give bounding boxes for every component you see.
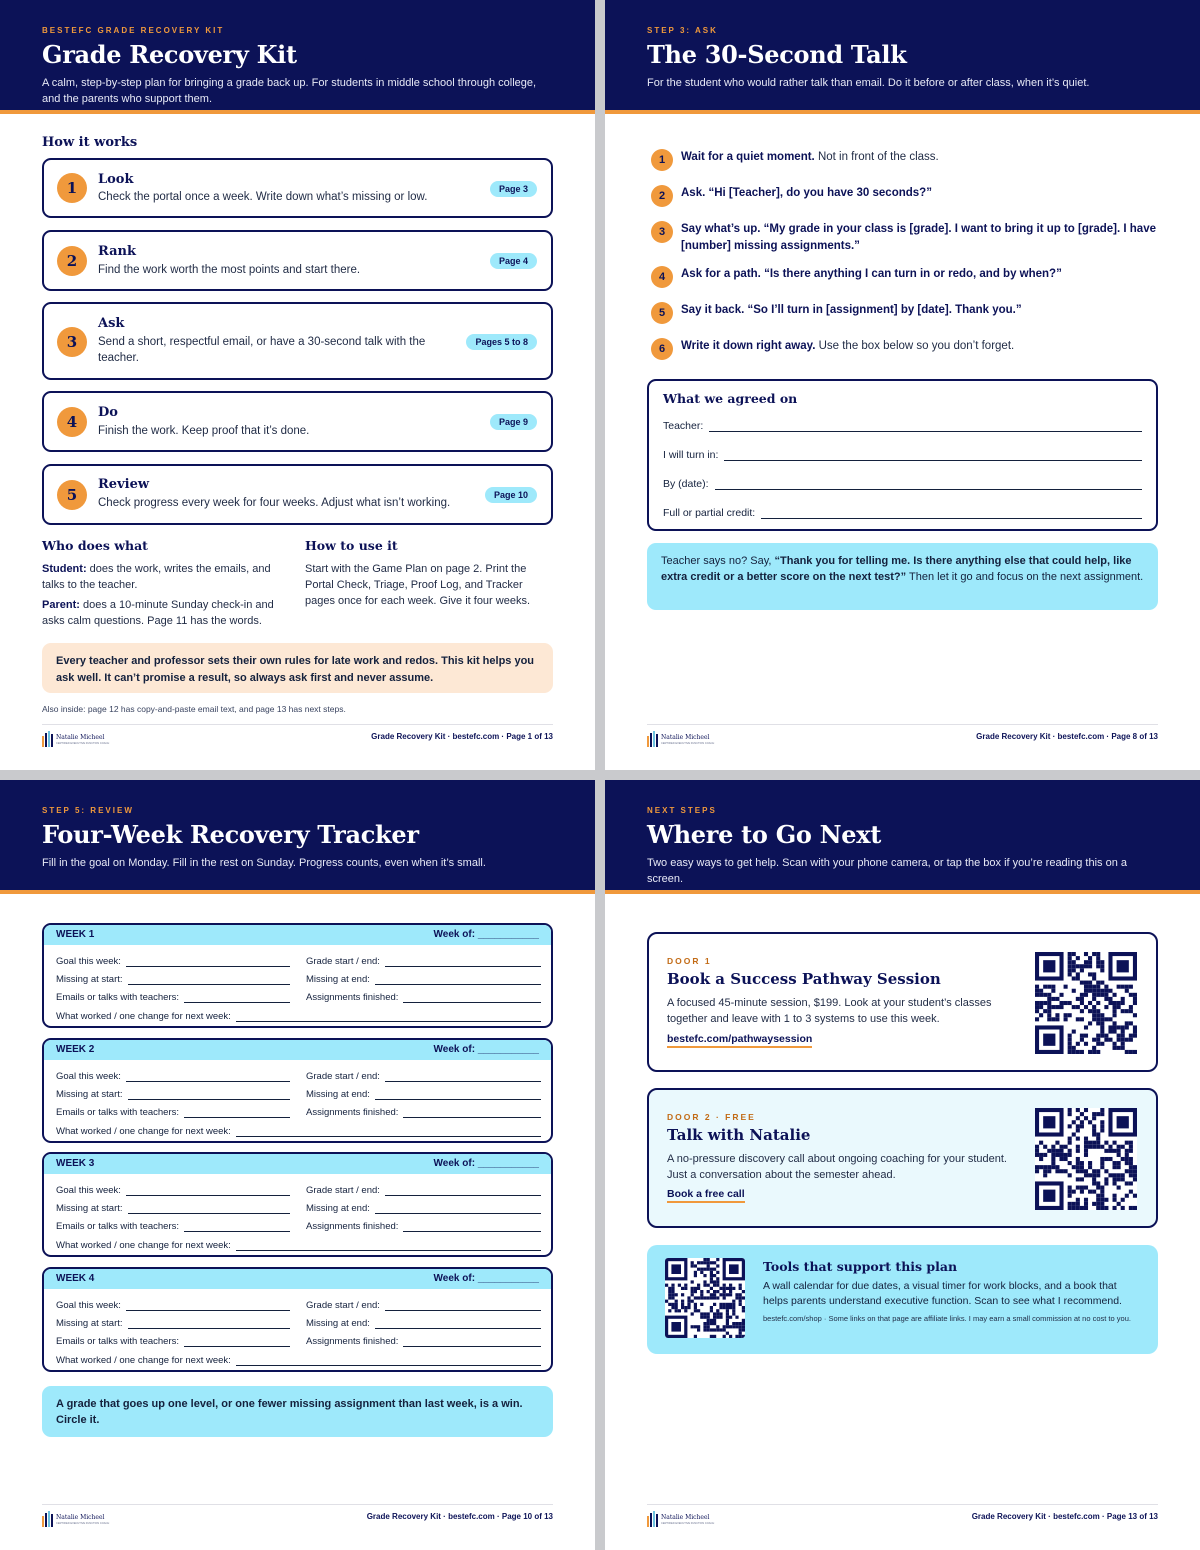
step-description: Finish the work. Keep proof that it’s done. — [98, 425, 310, 437]
svg-text:CERTIFIED EXECUTIVE FUNCTION C: CERTIFIED EXECUTIVE FUNCTION COACH — [56, 742, 110, 745]
parent-label: Parent: — [42, 599, 80, 611]
page-header — [605, 0, 1200, 114]
door-title: Talk with Natalie — [667, 1126, 811, 1144]
talk-step-number: 3 — [651, 221, 673, 243]
talk-step-text: Ask. “Hi [Teacher], do you have 30 seconds?” — [681, 187, 932, 199]
step-name: Review — [98, 477, 150, 492]
week-title: WEEK 1 — [56, 929, 95, 940]
page-header — [0, 780, 595, 894]
step-card-look[interactable] — [42, 158, 553, 218]
svg-text:Natalie Micheel: Natalie Micheel — [56, 734, 105, 741]
finished-field[interactable]: Assignments finished: — [306, 1218, 541, 1232]
student-text: does the work, writes the emails, and talks to the teacher. — [42, 563, 271, 591]
page-pill[interactable]: Page 10 — [485, 487, 537, 503]
svg-text:CERTIFIED EXECUTIVE FUNCTION C: CERTIFIED EXECUTIVE FUNCTION COACH — [661, 742, 715, 745]
how-to-use-text: Start with the Game Plan on page 2. Print the Portal Check, Triage, Proof Log, and Tracker pages once for each week. Give it four weeks. — [305, 563, 531, 607]
talk-step — [651, 185, 1161, 209]
parent-role — [42, 597, 282, 629]
door-title: Book a Success Pathway Session — [667, 970, 941, 988]
finished-field[interactable]: Assignments finished: — [306, 989, 541, 1003]
missing-start-field[interactable]: Missing at start: — [56, 971, 290, 985]
missing-end-field[interactable]: Missing at end: — [306, 1086, 541, 1100]
finished-field[interactable]: Assignments finished: — [306, 1333, 541, 1347]
door-description: A focused 45-minute session, $199. Look at your student’s classes together and leave with 1 to 3 systems to use this week. — [667, 997, 992, 1025]
week-of[interactable]: Week of: ___________ — [433, 1158, 539, 1169]
parent-text: does a 10-minute Sunday check-in and asks calm questions. Page 11 has the words. — [42, 599, 274, 627]
week-block — [42, 1267, 553, 1372]
talk-step — [651, 338, 1161, 362]
week-header — [44, 1154, 551, 1174]
footer-text: Grade Recovery Kit · bestefc.com · Page 10 of 13 — [366, 1512, 553, 1521]
tools-card[interactable] — [647, 1245, 1158, 1354]
step-name: Ask — [98, 316, 125, 331]
who-does-what-title: Who does what — [42, 538, 148, 553]
week-of[interactable]: Week of: ___________ — [433, 1273, 539, 1284]
footer-text: Grade Recovery Kit · bestefc.com · Page 13 of 13 — [971, 1512, 1158, 1521]
tools-description: A wall calendar for due dates, a visual timer for work blocks, and a book that helps parents understand executive function. Scan to see what I recommend. — [763, 1280, 1122, 1307]
how-it-works-title: How it works — [42, 135, 138, 150]
talk-step — [651, 302, 1161, 326]
natalie-micheel-logo — [42, 731, 132, 747]
agreement-field-teacher[interactable]: Teacher: — [663, 414, 1142, 432]
week-block — [42, 1038, 553, 1143]
teacher-says-no-note: Teacher says no? Say, “Thank you for telling me. Is there anything else that could help, like extra credit or a better score on the next test?” Then let it go and focus on the next assignment. — [647, 543, 1158, 610]
page-8 — [605, 0, 1200, 770]
eyebrow: BESTEFC GRADE RECOVERY KIT — [42, 26, 225, 35]
door-1-card[interactable] — [647, 932, 1158, 1072]
page-13 — [605, 780, 1200, 1550]
step-description: Find the work worth the most points and start there. — [98, 264, 361, 276]
missing-end-field[interactable]: Missing at end: — [306, 1315, 541, 1329]
talk-step-text: Say it back. “So I’ll turn in [assignment] by [date]. Thank you.” — [681, 304, 1022, 316]
talk-step-text: Write it down right away. Use the box below so you don’t forget. — [681, 340, 1015, 352]
page-footer — [647, 724, 1158, 748]
emails-field[interactable]: Emails or talks with teachers: — [56, 989, 290, 1003]
page-title: The 30-Second Talk — [647, 40, 907, 69]
svg-text:CERTIFIED EXECUTIVE FUNCTION C: CERTIFIED EXECUTIVE FUNCTION COACH — [56, 1522, 110, 1525]
page-footer — [42, 1504, 553, 1528]
page-subtitle: For the student who would rather talk than email. Do it before or after class, when it’s quiet. — [647, 77, 1090, 89]
page-pill[interactable]: Pages 5 to 8 — [466, 334, 537, 350]
qr-code-icon[interactable] — [665, 1258, 745, 1338]
missing-end-field[interactable]: Missing at end: — [306, 1200, 541, 1214]
talk-step — [651, 221, 1161, 257]
agreement-box — [647, 379, 1158, 531]
eyebrow: NEXT STEPS — [647, 806, 717, 815]
step-description: Send a short, respectful email, or have a 30-second talk with the teacher. — [98, 336, 426, 364]
step-description: Check progress every week for four weeks. Adjust what isn’t working. — [98, 497, 451, 509]
what-worked-field[interactable]: What worked / one change for next week: — [56, 1008, 541, 1022]
page-footer — [42, 724, 553, 748]
agreement-field-date[interactable]: By (date): — [663, 472, 1142, 490]
also-inside-text: Also inside: page 12 has copy-and-paste email text, and page 13 has next steps. — [42, 704, 346, 714]
week-title: WEEK 2 — [56, 1044, 95, 1055]
how-to-use — [305, 538, 555, 609]
step-name: Do — [98, 405, 118, 420]
svg-text:Natalie Micheel: Natalie Micheel — [56, 1514, 105, 1521]
page-header — [605, 780, 1200, 894]
door-eyebrow: DOOR 2 · FREE — [667, 1112, 756, 1122]
natalie-micheel-logo — [42, 1511, 132, 1527]
natalie-micheel-logo — [647, 731, 737, 747]
talk-step — [651, 149, 1161, 173]
week-block — [42, 1152, 553, 1257]
talk-step-number: 1 — [651, 149, 673, 171]
disclaimer-note: Every teacher and professor sets their own rules for late work and redos. This kit helps you ask well. It can’t promise a result, so always ask first and never assume. — [42, 643, 553, 693]
talk-step-number: 5 — [651, 302, 673, 324]
week-header — [44, 925, 551, 945]
door-description: A no-pressure discovery call about ongoing coaching for your student. Just a conversation about the semester ahead. — [667, 1153, 1007, 1181]
emails-field[interactable]: Emails or talks with teachers: — [56, 1104, 290, 1118]
talk-step-number: 6 — [651, 338, 673, 360]
natalie-micheel-logo — [647, 1511, 737, 1527]
student-label: Student: — [42, 563, 87, 575]
step-card-ask[interactable] — [42, 302, 553, 380]
step-card-review[interactable] — [42, 464, 553, 525]
step-number: 4 — [57, 407, 87, 437]
qr-code-icon[interactable] — [1035, 1108, 1137, 1210]
talk-step-text: Say what’s up. “My grade in your class is [grade]. I want to bring it up to [grade]. I have [number] missing assignments.” — [681, 223, 1156, 252]
talk-step-number: 2 — [651, 185, 673, 207]
footer-text: Grade Recovery Kit · bestefc.com · Page 8 of 13 — [976, 732, 1158, 741]
page-title: Grade Recovery Kit — [42, 40, 297, 69]
student-role — [42, 561, 282, 593]
emails-field[interactable]: Emails or talks with teachers: — [56, 1218, 290, 1232]
what-worked-field[interactable]: What worked / one change for next week: — [56, 1123, 541, 1137]
missing-start-field[interactable]: Missing at start: — [56, 1315, 290, 1329]
page-pill[interactable]: Page 4 — [490, 253, 537, 269]
svg-text:Natalie Micheel: Natalie Micheel — [661, 734, 710, 741]
missing-end-field[interactable]: Missing at end: — [306, 971, 541, 985]
page-pill[interactable]: Page 9 — [490, 414, 537, 430]
qr-code-icon[interactable] — [1035, 952, 1137, 1054]
svg-text:CERTIFIED EXECUTIVE FUNCTION C: CERTIFIED EXECUTIVE FUNCTION COACH — [661, 1522, 715, 1525]
missing-start-field[interactable]: Missing at start: — [56, 1086, 290, 1100]
door-2-card[interactable] — [647, 1088, 1158, 1228]
week-block — [42, 923, 553, 1028]
page-subtitle: A calm, step-by-step plan for bringing a grade back up. For students in middle school through college, and the parents who support them. — [42, 77, 537, 105]
tools-fine-print: bestefc.com/shop · Some links on that page are affiliate links. I may earn a small commission at no cost to you. — [763, 1314, 1131, 1323]
page-subtitle: Fill in the goal on Monday. Fill in the rest on Sunday. Progress counts, even when it’s small. — [42, 857, 486, 869]
book-free-call-link[interactable]: Book a free call — [667, 1188, 745, 1203]
pathway-session-link[interactable]: bestefc.com/pathwaysession — [667, 1033, 812, 1048]
week-title: WEEK 4 — [56, 1273, 95, 1284]
step-number: 1 — [57, 173, 87, 203]
goal-field[interactable]: Goal this week: — [56, 1182, 290, 1196]
page-pill[interactable]: Page 3 — [490, 181, 537, 197]
page-10 — [0, 780, 595, 1550]
win-note: A grade that goes up one level, or one fewer missing assignment than last week, is a win. Circle it. — [42, 1386, 553, 1437]
grade-field[interactable]: Grade start / end: — [306, 1068, 541, 1082]
agreement-title: What we agreed on — [663, 391, 798, 406]
step-number: 2 — [57, 246, 87, 276]
step-number: 5 — [57, 480, 87, 510]
agreement-field-credit[interactable]: Full or partial credit: — [663, 501, 1142, 519]
goal-field[interactable]: Goal this week: — [56, 953, 290, 967]
who-does-what — [42, 538, 282, 629]
page-1 — [0, 0, 595, 770]
talk-step — [651, 266, 1161, 290]
step-description: Check the portal once a week. Write down what’s missing or low. — [98, 191, 428, 203]
week-title: WEEK 3 — [56, 1158, 95, 1169]
svg-text:Natalie Micheel: Natalie Micheel — [661, 1514, 710, 1521]
week-header — [44, 1040, 551, 1060]
step-name: Rank — [98, 244, 136, 259]
step-card-rank[interactable] — [42, 230, 553, 291]
step-card-do[interactable] — [42, 391, 553, 452]
page-footer — [647, 1504, 1158, 1528]
what-worked-field[interactable]: What worked / one change for next week: — [56, 1237, 541, 1251]
grade-field[interactable]: Grade start / end: — [306, 953, 541, 967]
agreement-field-turn-in[interactable]: I will turn in: — [663, 443, 1142, 461]
talk-step-text: Wait for a quiet moment. Not in front of the class. — [681, 151, 939, 163]
page-subtitle: Two easy ways to get help. Scan with your phone camera, or tap the box if you’re reading this on a screen. — [647, 857, 1127, 885]
grade-field[interactable]: Grade start / end: — [306, 1297, 541, 1311]
emails-field[interactable]: Emails or talks with teachers: — [56, 1333, 290, 1347]
finished-field[interactable]: Assignments finished: — [306, 1104, 541, 1118]
grade-field[interactable]: Grade start / end: — [306, 1182, 541, 1196]
talk-step-text: Ask for a path. “Is there anything I can turn in or redo, and by when?” — [681, 268, 1062, 280]
footer-text: Grade Recovery Kit · bestefc.com · Page 1 of 13 — [371, 732, 553, 741]
eyebrow: STEP 5: REVIEW — [42, 806, 134, 815]
talk-step-number: 4 — [651, 266, 673, 288]
tools-title: Tools that support this plan — [763, 1259, 958, 1274]
eyebrow: STEP 3: ASK — [647, 26, 718, 35]
page-header — [0, 0, 595, 114]
missing-start-field[interactable]: Missing at start: — [56, 1200, 290, 1214]
page-title: Where to Go Next — [647, 820, 882, 849]
week-of[interactable]: Week of: ___________ — [433, 929, 539, 940]
goal-field[interactable]: Goal this week: — [56, 1068, 290, 1082]
step-number: 3 — [57, 327, 87, 357]
door-eyebrow: DOOR 1 — [667, 956, 712, 966]
step-name: Look — [98, 172, 134, 187]
what-worked-field[interactable]: What worked / one change for next week: — [56, 1352, 541, 1366]
goal-field[interactable]: Goal this week: — [56, 1297, 290, 1311]
page-title: Four-Week Recovery Tracker — [42, 820, 419, 849]
week-of[interactable]: Week of: ___________ — [433, 1044, 539, 1055]
week-header — [44, 1269, 551, 1289]
how-to-use-title: How to use it — [305, 538, 398, 553]
